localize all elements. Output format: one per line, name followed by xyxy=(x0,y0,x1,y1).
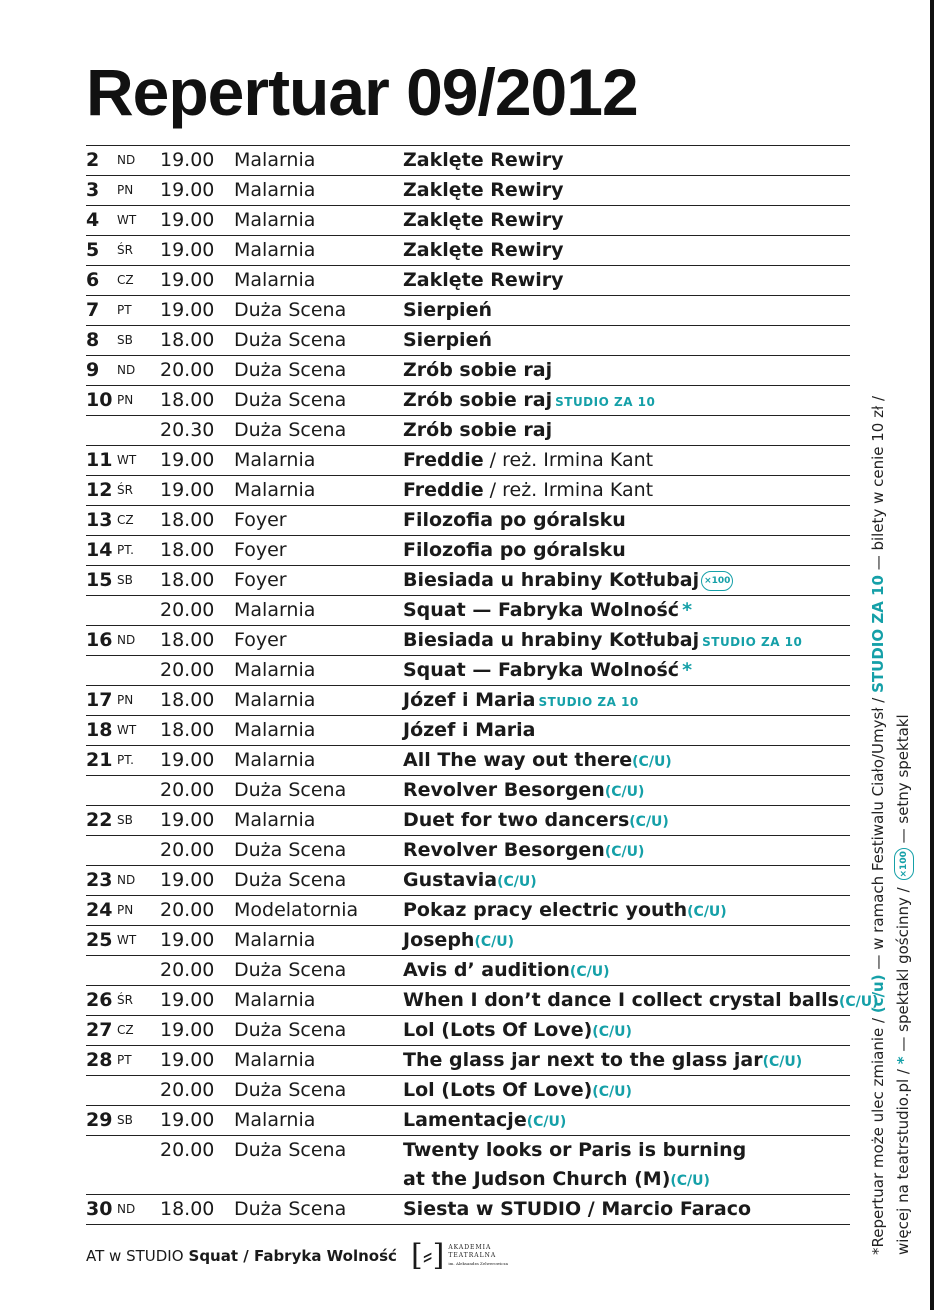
show-title: Siesta w STUDIO / Marcio Faraco xyxy=(403,1198,752,1220)
akademia-logo-icon: [⸗] xyxy=(410,1238,445,1273)
show-title: at the Judson Church (M)(C/U) xyxy=(403,1168,710,1190)
table-row xyxy=(86,596,850,626)
day-number: 22 xyxy=(86,809,113,831)
table-row xyxy=(86,476,850,506)
show-title: Biesiada u hrabiny Kotłubaj ×100 xyxy=(403,566,733,595)
show-title: Sierpień xyxy=(403,299,492,321)
table-row xyxy=(86,266,850,296)
day-of-week: SB xyxy=(117,813,133,827)
day-number: 8 xyxy=(86,329,100,351)
table-row xyxy=(86,446,850,476)
show-title: Zaklęte Rewiry xyxy=(403,209,564,231)
day-of-week: PT xyxy=(117,1053,132,1067)
show-time: 19.00 xyxy=(160,269,215,291)
show-time: 20.00 xyxy=(160,959,215,981)
day-number: 17 xyxy=(86,689,113,711)
show-time: 20.30 xyxy=(160,419,215,441)
show-title: Avis d’ audition(C/U) xyxy=(403,959,610,981)
day-of-week: SB xyxy=(117,333,133,347)
show-title: Twenty looks or Paris is burning xyxy=(403,1139,747,1161)
show-title: Lol (Lots Of Love)(C/U) xyxy=(403,1079,632,1101)
day-of-week: ŚR xyxy=(117,483,133,497)
show-title: Revolver Besorgen(C/U) xyxy=(403,779,645,801)
show-time: 19.00 xyxy=(160,869,215,891)
table-row xyxy=(86,686,850,716)
right-edge-line xyxy=(930,0,934,1310)
day-of-week: ŚR xyxy=(117,993,133,1007)
day-number: 26 xyxy=(86,989,113,1011)
show-title: Pokaz pracy electric youth(C/U) xyxy=(403,899,727,921)
show-title: Joseph(C/U) xyxy=(403,929,515,951)
show-time: 19.00 xyxy=(160,299,215,321)
venue: Malarnia xyxy=(234,149,316,171)
show-title: Józef i Maria STUDIO ZA 10 xyxy=(403,689,639,711)
studio-za-10-tag: STUDIO ZA 10 xyxy=(538,695,639,709)
show-title: Zrób sobie raj xyxy=(403,359,553,381)
table-row xyxy=(86,956,850,986)
show-time: 19.00 xyxy=(160,209,215,231)
table-row xyxy=(86,326,850,356)
venue: Malarnia xyxy=(234,989,316,1011)
show-time: 19.00 xyxy=(160,1049,215,1071)
x100-badge-icon: ×100 xyxy=(701,571,733,591)
table-row xyxy=(86,296,850,326)
table-row xyxy=(86,776,850,806)
show-title: Revolver Besorgen(C/U) xyxy=(403,839,645,861)
show-title: Filozofia po góralsku xyxy=(403,539,626,561)
day-number: 29 xyxy=(86,1109,113,1131)
venue: Modelatornia xyxy=(234,899,359,921)
day-of-week: PN xyxy=(117,693,134,707)
show-time: 19.00 xyxy=(160,1109,215,1131)
table-row xyxy=(86,506,850,536)
venue: Malarnia xyxy=(234,179,316,201)
table-row xyxy=(86,926,850,956)
day-number: 15 xyxy=(86,569,113,591)
venue: Malarnia xyxy=(234,719,316,741)
show-title: Zrób sobie raj xyxy=(403,419,553,441)
cu-festival-tag: (C/U) xyxy=(604,784,645,800)
day-number: 25 xyxy=(86,929,113,951)
show-title: All The way out there(C/U) xyxy=(403,749,672,771)
show-title: Zaklęte Rewiry xyxy=(403,239,564,261)
table-row xyxy=(86,176,850,206)
day-of-week: CZ xyxy=(117,1023,134,1037)
day-of-week: ND xyxy=(117,633,136,647)
venue: Foyer xyxy=(234,509,287,531)
day-of-week: ND xyxy=(117,873,136,887)
footer-production: Squat / Fabryka Wolność xyxy=(188,1247,397,1265)
table-row xyxy=(86,386,850,416)
guest-star-icon: * xyxy=(682,599,692,621)
day-of-week: WT xyxy=(117,213,137,227)
show-time: 19.00 xyxy=(160,989,215,1011)
show-time: 20.00 xyxy=(160,359,215,381)
table-row xyxy=(86,416,850,446)
day-of-week: ŚR xyxy=(117,243,133,257)
venue: Malarnia xyxy=(234,1109,316,1131)
show-title: Squat — Fabryka Wolność * xyxy=(403,599,692,621)
day-of-week: WT xyxy=(117,933,137,947)
cu-festival-tag: (C/U) xyxy=(526,1114,567,1130)
day-of-week: PN xyxy=(117,393,134,407)
table-row xyxy=(86,836,850,866)
venue: Duża Scena xyxy=(234,959,347,981)
venue: Foyer xyxy=(234,629,287,651)
show-time: 20.00 xyxy=(160,1139,215,1161)
venue: Malarnia xyxy=(234,689,316,711)
day-number: 18 xyxy=(86,719,113,741)
day-number: 10 xyxy=(86,389,113,411)
show-title: Duet for two dancers(C/U) xyxy=(403,809,669,831)
day-number: 5 xyxy=(86,239,100,261)
table-row xyxy=(86,236,850,266)
table-row xyxy=(86,1016,850,1046)
cu-festival-tag: (C/U) xyxy=(687,904,727,920)
day-number: 11 xyxy=(86,449,113,471)
table-row xyxy=(86,1046,850,1076)
day-number: 23 xyxy=(86,869,113,891)
table-row xyxy=(86,536,850,566)
x100-badge-icon: ×100 xyxy=(894,848,914,880)
cu-festival-tag: (C/U) xyxy=(592,1024,632,1040)
cu-festival-tag: (C/U) xyxy=(632,754,672,770)
show-time: 20.00 xyxy=(160,599,215,621)
venue: Malarnia xyxy=(234,269,316,291)
day-of-week: WT xyxy=(117,723,137,737)
day-of-week: PT xyxy=(117,303,132,317)
day-number: 28 xyxy=(86,1049,113,1071)
cu-festival-tag: (C/U) xyxy=(670,1173,710,1189)
show-time: 18.00 xyxy=(160,719,215,741)
show-time: 18.00 xyxy=(160,329,215,351)
day-of-week: PN xyxy=(117,183,134,197)
show-time: 19.00 xyxy=(160,749,215,771)
show-title: Freddie / reż. Irmina Kant xyxy=(403,479,654,501)
day-number: 7 xyxy=(86,299,100,321)
day-number: 12 xyxy=(86,479,113,501)
day-of-week: CZ xyxy=(117,513,134,527)
show-time: 19.00 xyxy=(160,929,215,951)
table-row xyxy=(86,896,850,926)
day-number: 30 xyxy=(86,1198,113,1220)
day-number: 16 xyxy=(86,629,113,651)
venue: Duża Scena xyxy=(234,1079,347,1101)
show-time: 19.00 xyxy=(160,149,215,171)
akademia-logo xyxy=(410,1238,509,1273)
day-number: 6 xyxy=(86,269,100,291)
show-time: 19.00 xyxy=(160,479,215,501)
day-number: 21 xyxy=(86,749,113,771)
cu-festival-tag: (C/U) xyxy=(569,964,610,980)
venue: Duża Scena xyxy=(234,329,347,351)
day-number: 27 xyxy=(86,1019,113,1041)
side-note-line-1: *Repertuar może ulec zmianie / (c/u) — w ramach Festiwalu Ciało/Umysł / STUDIO ZA 10 — bilety w cenie 10 zł / xyxy=(869,395,887,1255)
day-number: 14 xyxy=(86,539,113,561)
show-title: The glass jar next to the glass jar(C/U) xyxy=(403,1049,803,1071)
show-time: 19.00 xyxy=(160,449,215,471)
show-time: 20.00 xyxy=(160,659,215,681)
show-title: Zaklęte Rewiry xyxy=(403,149,564,171)
venue: Duża Scena xyxy=(234,779,347,801)
show-time: 19.00 xyxy=(160,1019,215,1041)
day-of-week: ND xyxy=(117,363,136,377)
venue: Malarnia xyxy=(234,1049,316,1071)
show-title: Zrób sobie raj STUDIO ZA 10 xyxy=(403,389,656,411)
cu-festival-tag: (C/U) xyxy=(474,934,515,950)
table-row xyxy=(86,656,850,686)
akademia-logo-text: AKADEMIA TEATRALNA im. Aleksandra Zelwerowicza xyxy=(448,1244,509,1266)
show-time: 20.00 xyxy=(160,779,215,801)
venue: Duża Scena xyxy=(234,839,347,861)
show-title: When I don’t dance I collect crystal balls(C/U) xyxy=(403,989,879,1011)
show-time: 19.00 xyxy=(160,179,215,201)
page-title: Repertuar 09/2012 xyxy=(86,55,638,129)
cu-festival-tag: (C/U) xyxy=(839,994,879,1010)
venue: Malarnia xyxy=(234,449,316,471)
day-of-week: ND xyxy=(117,153,136,167)
day-of-week: CZ xyxy=(117,273,134,287)
day-of-week: SB xyxy=(117,1113,133,1127)
venue: Duża Scena xyxy=(234,1139,347,1161)
side-note-line-2: więcej na teatrstudio.pl / * — spektakl gościnny / ×100 — setny spektakl xyxy=(894,714,912,1255)
table-row xyxy=(86,986,879,1016)
show-time: 19.00 xyxy=(160,809,215,831)
show-title: Freddie / reż. Irmina Kant xyxy=(403,449,654,471)
venue: Malarnia xyxy=(234,809,316,831)
show-time: 18.00 xyxy=(160,569,215,591)
venue: Foyer xyxy=(234,569,287,591)
cu-festival-tag: (C/U) xyxy=(604,844,645,860)
table-row xyxy=(86,746,850,776)
table-row xyxy=(86,356,850,386)
cu-festival-tag: (C/U) xyxy=(592,1084,632,1100)
venue: Malarnia xyxy=(234,209,316,231)
venue: Malarnia xyxy=(234,929,316,951)
show-time: 18.00 xyxy=(160,539,215,561)
venue: Foyer xyxy=(234,539,287,561)
cu-festival-tag: (C/U) xyxy=(762,1054,803,1070)
director-note: / reż. Irmina Kant xyxy=(483,479,654,501)
show-time: 18.00 xyxy=(160,509,215,531)
table-row xyxy=(86,1195,850,1225)
table-row xyxy=(86,1106,850,1136)
day-of-week: WT xyxy=(117,453,137,467)
show-time: 19.00 xyxy=(160,239,215,261)
show-time: 18.00 xyxy=(160,389,215,411)
day-of-week: PT. xyxy=(117,543,134,557)
footer xyxy=(86,1236,508,1276)
show-title: Zaklęte Rewiry xyxy=(403,179,564,201)
day-of-week: ND xyxy=(117,1202,136,1216)
side-note xyxy=(866,335,916,1255)
day-number: 24 xyxy=(86,899,113,921)
show-title: Squat — Fabryka Wolność * xyxy=(403,659,692,681)
show-title: Filozofia po góralsku xyxy=(403,509,626,531)
show-time: 20.00 xyxy=(160,1079,215,1101)
table-row xyxy=(86,716,850,746)
venue: Duża Scena xyxy=(234,1019,347,1041)
venue: Duża Scena xyxy=(234,299,347,321)
show-title: Sierpień xyxy=(403,329,492,351)
day-number: 9 xyxy=(86,359,100,381)
show-title: Lamentacje(C/U) xyxy=(403,1109,567,1131)
venue: Malarnia xyxy=(234,659,316,681)
venue: Malarnia xyxy=(234,599,316,621)
table-row xyxy=(86,626,850,656)
show-time: 20.00 xyxy=(160,839,215,861)
table-row xyxy=(86,146,850,176)
day-of-week: PN xyxy=(117,903,134,917)
table-row xyxy=(86,566,850,596)
table-row xyxy=(86,806,850,836)
venue: Duża Scena xyxy=(234,389,347,411)
table-row xyxy=(86,1165,850,1195)
venue: Duża Scena xyxy=(234,359,347,381)
cu-festival-tag: (C/U) xyxy=(629,814,669,830)
cu-festival-tag: (C/U) xyxy=(497,874,537,890)
day-of-week: PT. xyxy=(117,753,134,767)
show-time: 18.00 xyxy=(160,629,215,651)
table-row xyxy=(86,1076,850,1106)
day-number: 4 xyxy=(86,209,100,231)
venue: Malarnia xyxy=(234,239,316,261)
venue: Duża Scena xyxy=(234,419,347,441)
venue: Malarnia xyxy=(234,749,316,771)
table-row xyxy=(86,866,850,896)
show-title: Gustavia(C/U) xyxy=(403,869,537,891)
day-of-week: SB xyxy=(117,573,133,587)
show-title: Józef i Maria xyxy=(403,719,536,741)
director-note: / reż. Irmina Kant xyxy=(483,449,654,471)
show-time: 20.00 xyxy=(160,899,215,921)
day-number: 13 xyxy=(86,509,113,531)
show-title: Biesiada u hrabiny Kotłubaj STUDIO ZA 10 xyxy=(403,629,803,651)
show-time: 18.00 xyxy=(160,1198,215,1220)
venue: Malarnia xyxy=(234,479,316,501)
venue: Duża Scena xyxy=(234,869,347,891)
table-row xyxy=(86,206,850,236)
venue: Duża Scena xyxy=(234,1198,347,1220)
studio-za-10-tag: STUDIO ZA 10 xyxy=(702,635,803,649)
guest-star-icon: * xyxy=(682,659,692,681)
day-number: 3 xyxy=(86,179,100,201)
studio-za-10-tag: STUDIO ZA 10 xyxy=(555,395,656,409)
show-time: 18.00 xyxy=(160,689,215,711)
show-title: Lol (Lots Of Love)(C/U) xyxy=(403,1019,632,1041)
show-title: Zaklęte Rewiry xyxy=(403,269,564,291)
day-number: 2 xyxy=(86,149,100,171)
footer-prefix: AT w STUDIO xyxy=(86,1247,184,1265)
table-row xyxy=(86,1136,850,1165)
